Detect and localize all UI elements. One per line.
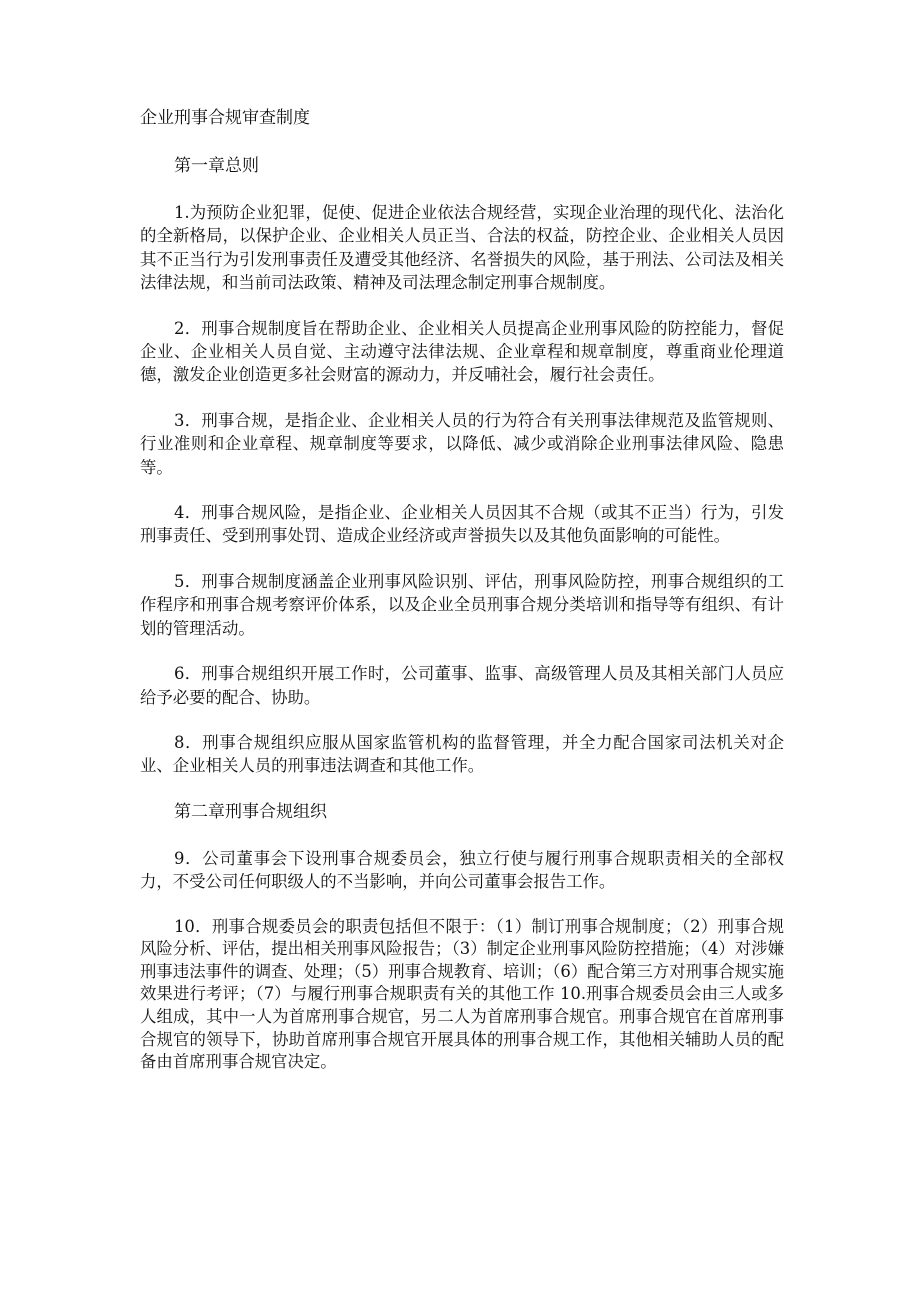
article-3: 3．刑事合规，是指企业、企业相关人员的行为符合有关刑事法律规范及监管规则、行业准则和企业章程、规章制度等要求，以降低、减少或消除企业刑事法律风险、隐患等。 [140,410,784,477]
chapter-2-heading: 第二章刑事合规组织 [174,801,327,822]
article-9: 9．公司董事会下设刑事合规委员会，独立行使与履行刑事合规职责相关的全部权力，不受公司任何职级人的不当影响，并向公司董事会报告工作。 [140,848,784,892]
article-1: 1.为预防企业犯罪，促使、促进企业依法合规经营，实现企业治理的现代化、法治化的全新格局，以保护企业、企业相关人员正当、合法的权益，防控企业、企业相关人员因其不正当行为引发刑事责任及遭受其他经济、名誉损失的风险，基于刑法、公司法及相关法律法规，和当前司法政策、精神及司法理念制定刑事合规制度。 [140,203,784,293]
chapter-1-heading: 第一章总则 [174,156,259,176]
article-4: 4．刑事合规风险，是指企业、企业相关人员因其不合规（或其不正当）行为，引发刑事责任、受到刑事处罚、造成企业经济或声誉损失以及其他负面影响的可能性。 [140,503,784,546]
article-8: 8．刑事合规组织应服从国家监管机构的监督管理，并全力配合国家司法机关对企业、企业相关人员的刑事违法调查和其他工作。 [140,732,784,776]
article-6: 6．刑事合规组织开展工作时，公司董事、监事、高级管理人员及其相关部门人员应给予必要的配合、协助。 [140,664,784,707]
document-page [140,106,784,1096]
document-title: 企业刑事合规审查制度 [140,108,310,128]
article-5: 5．刑事合规制度涵盖企业刑事风险识别、评估，刑事风险防控，刑事合规组织的工作程序和刑事合规考察评价体系，以及企业全员刑事合规分类培训和指导等有组织、有计划的管理活动。 [140,571,784,638]
article-10: 10．刑事合规委员会的职责包括但不限于：（1）制订刑事合规制度；（2）刑事合规风险分析、评估，提出相关刑事风险报告；（3）制定企业刑事风险防控措施；（4）对涉嫌刑事违法事件的调查、处理；（5）刑事合规教育、培训；（6）配合第三方对刑事合规实施效果进行考评；（7）与履行刑事合规职责有关的其他工作 10.刑事合规委员会由三人或多人组成，其中一人为首席刑事合规官，另二人为首席刑事合规官。刑事合规官在首席刑事合规官的领导下，协助首席刑事合规官开展具体的刑事合规工作，其他相关辅助人员的配备由首席刑事合规官决定。 [140,916,784,1072]
article-2: 2．刑事合规制度旨在帮助企业、企业相关人员提高企业刑事风险的防控能力，督促企业、企业相关人员自觉、主动遵守法律法规、企业章程和规章制度，尊重商业伦理道德，激发企业创造更多社会财富的源动力，并反哺社会，履行社会责任。 [140,318,784,385]
